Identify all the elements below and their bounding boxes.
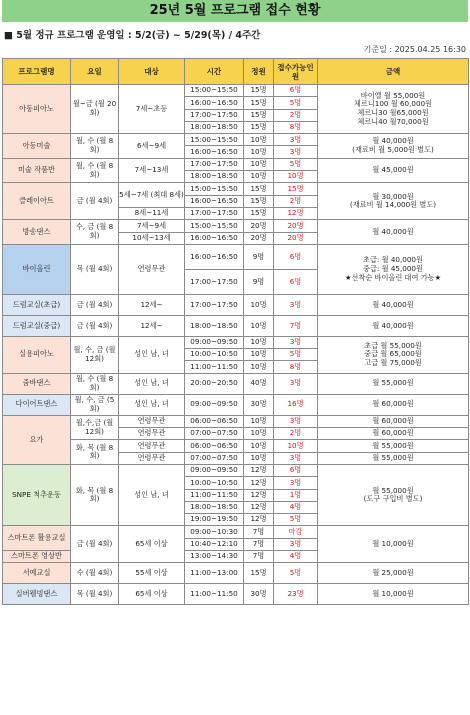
program-target: 8세~11세: [119, 207, 185, 219]
program-name: 줌바댄스: [3, 373, 71, 394]
session-capacity: 9명: [244, 269, 274, 294]
table-row: [3, 584, 469, 605]
session-available: 5명: [274, 158, 318, 170]
session-capacity: 12명: [244, 464, 274, 476]
table-row: [3, 244, 469, 269]
session-time: 16:00~16:50: [185, 97, 244, 109]
session-available: 2명: [274, 428, 318, 440]
program-days: 금 (월 4회): [71, 315, 119, 336]
operation-period: ■ 5월 정규 프로그램 운영일 : 5/2(금) ~ 5/29(목) / 4주간: [4, 30, 261, 41]
session-time: 15:00~15:50: [185, 134, 244, 146]
session-time: 11:00~11:50: [185, 361, 244, 373]
program-fee: 바이엘 월 55,000원 체르니100 월 60,000원 체르니30 월65,000원 체르니40 월70,000원: [318, 85, 469, 134]
table-row: [3, 563, 469, 584]
program-days: 월, 수, 금 (5회): [71, 394, 119, 415]
session-available: 3명: [274, 373, 318, 394]
program-fee: 월 40,000원: [318, 220, 469, 245]
program-target: 5세~7세 (최대 8세): [119, 183, 185, 208]
session-time: 18:00~18:50: [185, 171, 244, 183]
session-time: 07:00~07:50: [185, 452, 244, 464]
program-days: 월, 수 (월 8회): [71, 373, 119, 394]
session-capacity: 15명: [244, 121, 274, 133]
session-capacity: 10명: [244, 336, 274, 348]
session-available: 8명: [274, 121, 318, 133]
session-time: 09:00~10:30: [185, 526, 244, 538]
program-target: 55세 이상: [119, 563, 185, 584]
session-available: 5명: [274, 563, 318, 584]
table-row: [3, 158, 469, 170]
session-available: 20명: [274, 232, 318, 244]
session-time: 16:00~16:50: [185, 195, 244, 207]
program-table: [2, 58, 469, 605]
col-program: 프로그램명: [3, 59, 71, 85]
session-available: 마감: [274, 526, 318, 538]
session-capacity: 10명: [244, 315, 274, 336]
session-available: 3명: [274, 336, 318, 348]
program-target: 성인 남, 녀: [119, 394, 185, 415]
session-time: 15:00~15:50: [185, 220, 244, 232]
session-capacity: 7명: [244, 526, 274, 538]
col-fee: 금액: [318, 59, 469, 85]
session-time: 18:00~18:50: [185, 121, 244, 133]
program-name: 방송댄스: [3, 220, 71, 245]
program-target: 연령무관: [119, 452, 185, 464]
session-available: 3명: [274, 146, 318, 158]
header-row: [3, 59, 469, 85]
program-target: 연령무관: [119, 440, 185, 452]
session-available: 4명: [274, 501, 318, 513]
table-row: [3, 134, 469, 146]
table-row: [3, 464, 469, 476]
col-time: 시간: [185, 59, 244, 85]
col-capacity: 정원: [244, 59, 274, 85]
session-capacity: 15명: [244, 207, 274, 219]
session-available: 3명: [274, 538, 318, 550]
session-capacity: 10명: [244, 146, 274, 158]
session-capacity: 10명: [244, 428, 274, 440]
program-days: 화, 목 (월 8회): [71, 464, 119, 525]
session-capacity: 10명: [244, 294, 274, 315]
session-available: 6명: [274, 269, 318, 294]
session-available: 6명: [274, 244, 318, 269]
program-target: 6세~9세: [119, 134, 185, 159]
program-fee: 월 55,000원: [318, 373, 469, 394]
session-available: 12명: [274, 207, 318, 219]
session-time: 17:00~17:50: [185, 269, 244, 294]
session-available: 1명: [274, 489, 318, 501]
session-capacity: 10명: [244, 171, 274, 183]
col-available: 접수가능인원: [274, 59, 318, 85]
program-target: 7세~9세: [119, 220, 185, 232]
session-time: 11:00~11:50: [185, 489, 244, 501]
program-target: 65세 이상: [119, 584, 185, 605]
program-name: 아동피아노: [3, 85, 71, 134]
program-name: 드럼교실(중급): [3, 315, 71, 336]
session-available: 15명: [274, 183, 318, 195]
session-capacity: 15명: [244, 109, 274, 121]
session-capacity: 10명: [244, 361, 274, 373]
session-time: 06:00~06:50: [185, 440, 244, 452]
table-row: [3, 336, 469, 348]
session-capacity: 10명: [244, 349, 274, 361]
session-capacity: 10명: [244, 452, 274, 464]
program-target: 10세~13세: [119, 232, 185, 244]
program-name: 요가: [3, 415, 71, 464]
program-name: 스마트폰 활용교실: [3, 526, 71, 551]
program-target: 성인 남, 녀: [119, 464, 185, 525]
program-fee: 월 40,000원 (재료비 월 5,000원 별도): [318, 134, 469, 159]
program-name: 미술 작품반: [3, 158, 71, 183]
program-name: 아동미술: [3, 134, 71, 159]
session-time: 13:00~14:30: [185, 551, 244, 563]
session-time: 09:00~09:50: [185, 464, 244, 476]
session-available: 4명: [274, 551, 318, 563]
table-row: [3, 85, 469, 97]
program-name: SNPE 척추운동: [3, 464, 71, 525]
table-row: [3, 220, 469, 232]
program-name: 실버웰빙댄스: [3, 584, 71, 605]
session-time: 16:00~16:50: [185, 232, 244, 244]
session-available: 2명: [274, 195, 318, 207]
session-capacity: 15명: [244, 183, 274, 195]
session-available: 3명: [274, 452, 318, 464]
session-capacity: 12명: [244, 477, 274, 489]
program-days: 월, 수, 금 (월 12회): [71, 336, 119, 373]
session-capacity: 10명: [244, 134, 274, 146]
session-capacity: 7명: [244, 538, 274, 550]
program-name: 서예교실: [3, 563, 71, 584]
session-capacity: 30명: [244, 584, 274, 605]
session-capacity: 15명: [244, 195, 274, 207]
session-time: 19:00~19:50: [185, 514, 244, 526]
session-capacity: 20명: [244, 232, 274, 244]
program-fee: 월 60,000원: [318, 428, 469, 440]
session-time: 17:00~17:50: [185, 158, 244, 170]
program-target: 성인 남, 녀: [119, 336, 185, 373]
session-time: 17:00~17:50: [185, 294, 244, 315]
program-days: 수 (월 4회): [71, 563, 119, 584]
col-days: 요일: [71, 59, 119, 85]
program-fee: 월 40,000원: [318, 294, 469, 315]
session-available: 3명: [274, 294, 318, 315]
program-fee: 월 10,000원: [318, 584, 469, 605]
program-target: 7세~13세: [119, 158, 185, 183]
program-days: 금 (월 4회): [71, 294, 119, 315]
session-time: 15:00~15:50: [185, 85, 244, 97]
program-fee: 월 60,000원: [318, 415, 469, 427]
table-row: [3, 394, 469, 415]
session-capacity: 40명: [244, 373, 274, 394]
program-days: 목 (월 4회): [71, 244, 119, 294]
session-time: 07:00~07:50: [185, 428, 244, 440]
program-target: 연령무관: [119, 415, 185, 427]
session-capacity: 10명: [244, 158, 274, 170]
program-name: 실용피아노: [3, 336, 71, 373]
session-time: 15:00~15:50: [185, 183, 244, 195]
session-time: 16:00~16:50: [185, 244, 244, 269]
session-available: 3명: [274, 415, 318, 427]
table-row: [3, 373, 469, 394]
program-name: 드럼교실(초급): [3, 294, 71, 315]
program-name: 바이올린: [3, 244, 71, 294]
session-capacity: 15명: [244, 563, 274, 584]
program-days: 수, 금 (월 8회): [71, 220, 119, 245]
session-capacity: 10명: [244, 440, 274, 452]
table-row: [3, 526, 469, 538]
session-time: 11:00~11:50: [185, 584, 244, 605]
program-fee: 초급 월 55,000원 중급 월 65,000원 고급 월 75,000원: [318, 336, 469, 373]
program-fee: 월 25,000원: [318, 563, 469, 584]
program-days: 목 (월 4회): [71, 584, 119, 605]
program-target: 연령무관: [119, 428, 185, 440]
session-time: 18:00~18:50: [185, 501, 244, 513]
table-row: [3, 294, 469, 315]
session-time: 11:00~13:00: [185, 563, 244, 584]
program-days: 화, 목 (월 8회): [71, 440, 119, 465]
session-capacity: 15명: [244, 85, 274, 97]
program-fee: 월 30,000원 (재료비 월 14,000원 별도): [318, 183, 469, 220]
table-row: [3, 183, 469, 195]
table-row: [3, 440, 469, 452]
session-capacity: 7명: [244, 551, 274, 563]
program-name: 스마트폰 영상반: [3, 551, 71, 563]
session-available: 3명: [274, 134, 318, 146]
session-time: 09:00~09:50: [185, 394, 244, 415]
session-available: 5명: [274, 514, 318, 526]
page-title: 25년 5월 프로그램 접수 현황: [2, 0, 468, 22]
table-row: [3, 415, 469, 427]
as-of-date: 기준일 : 2025.04.25 16:30: [363, 45, 466, 54]
session-available: 7명: [274, 315, 318, 336]
program-target: 연령무관: [119, 244, 185, 294]
program-fee: 월 40,000원: [318, 315, 469, 336]
session-available: 5명: [274, 97, 318, 109]
program-fee: 월 45,000원: [318, 158, 469, 183]
col-target: 대상: [119, 59, 185, 85]
program-target: 65세 이상: [119, 526, 185, 563]
program-fee: 월 55,000원 (도구 구입비 별도): [318, 464, 469, 525]
session-capacity: 12명: [244, 501, 274, 513]
program-days: 금 (월 4회): [71, 526, 119, 563]
session-available: 16명: [274, 394, 318, 415]
program-days: 월, 수 (월 8회): [71, 158, 119, 183]
program-target: 7세~초등: [119, 85, 185, 134]
session-capacity: 12명: [244, 514, 274, 526]
program-fee: 월 10,000원: [318, 526, 469, 563]
program-days: 월, 수 (월 8회): [71, 134, 119, 159]
table-row: [3, 315, 469, 336]
session-capacity: 10명: [244, 415, 274, 427]
session-time: 20:00~20:50: [185, 373, 244, 394]
session-time: 18:00~18:50: [185, 315, 244, 336]
session-capacity: 30명: [244, 394, 274, 415]
session-time: 10:00~10:50: [185, 477, 244, 489]
program-days: 월,수,금 (월 12회): [71, 415, 119, 440]
session-available: 23명: [274, 584, 318, 605]
session-time: 06:00~06:50: [185, 415, 244, 427]
program-fee: 초급: 월 40,000원 중급: 월 45,000원 ★선착순 바이올린 대여 가능★: [318, 244, 469, 294]
program-days: 금 (월 4회): [71, 183, 119, 220]
program-fee: 월 55,000원: [318, 440, 469, 452]
session-available: 6명: [274, 464, 318, 476]
program-fee: 월 60,000원: [318, 394, 469, 415]
session-available: 2명: [274, 109, 318, 121]
program-target: 12세~: [119, 294, 185, 315]
program-target: 성인 남, 녀: [119, 373, 185, 394]
session-available: 6명: [274, 85, 318, 97]
session-available: 8명: [274, 361, 318, 373]
session-capacity: 15명: [244, 97, 274, 109]
session-time: 10:00~10:50: [185, 349, 244, 361]
program-target: 12세~: [119, 315, 185, 336]
program-name: 클레이아트: [3, 183, 71, 220]
session-capacity: 9명: [244, 244, 274, 269]
session-capacity: 20명: [244, 220, 274, 232]
session-time: 17:00~17:50: [185, 207, 244, 219]
session-available: 10명: [274, 171, 318, 183]
session-time: 17:00~17:50: [185, 109, 244, 121]
program-name: 다이어트댄스: [3, 394, 71, 415]
session-time: 16:00~16:50: [185, 146, 244, 158]
session-available: 5명: [274, 349, 318, 361]
session-available: 20명: [274, 220, 318, 232]
session-time: 09:00~09:50: [185, 336, 244, 348]
session-capacity: 12명: [244, 489, 274, 501]
program-days: 월~금 (월 20회): [71, 85, 119, 134]
program-fee: 월 55,000원: [318, 452, 469, 464]
session-available: 10명: [274, 440, 318, 452]
session-available: 3명: [274, 477, 318, 489]
session-time: 10:40~12:10: [185, 538, 244, 550]
